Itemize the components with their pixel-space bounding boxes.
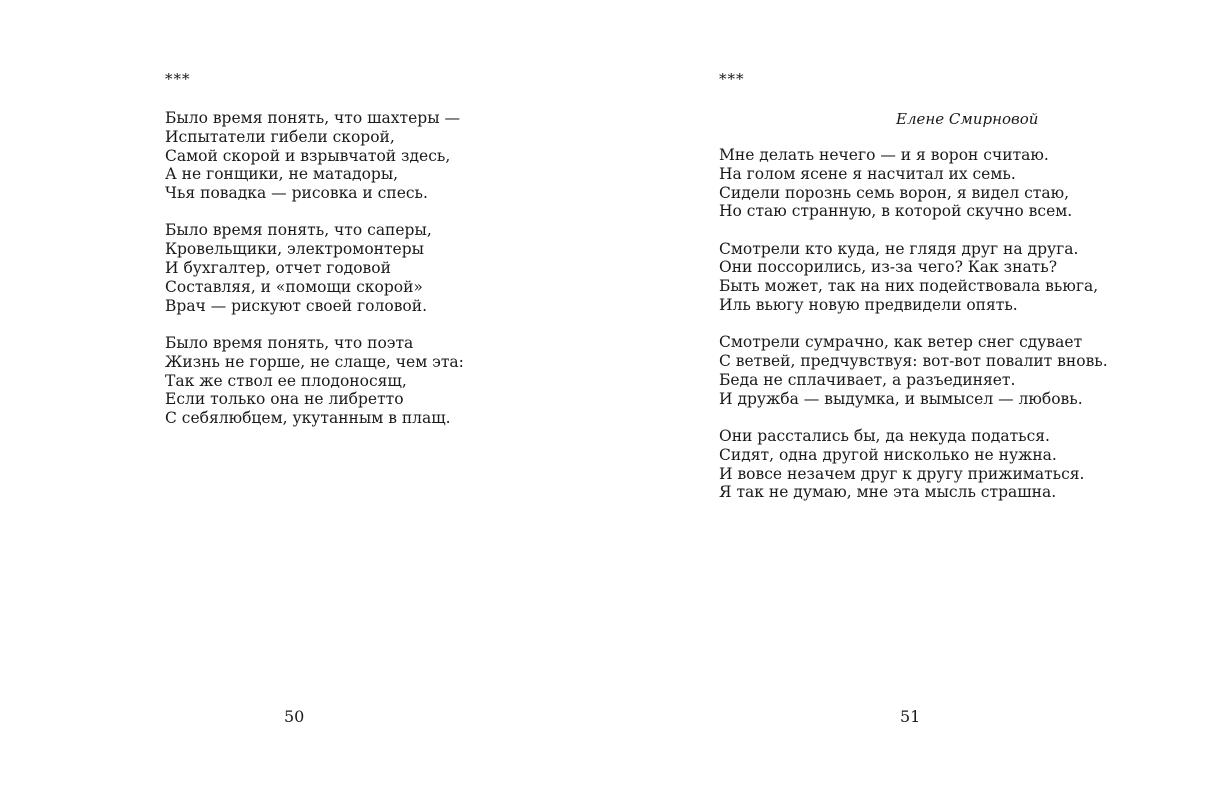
poem-line: Кровельщики, электромонтеры	[165, 240, 424, 259]
poem-ornament: ***	[165, 70, 191, 88]
poem-line: Они поссорились, из-за чего? Как знать?	[719, 258, 1058, 277]
poem-line: Чья повадка — рисовка и спесь.	[165, 184, 428, 203]
poem-line: Самой скорой и взрывчатой здесь,	[165, 146, 451, 165]
right-page	[606, 0, 1212, 800]
poem-right	[719, 146, 1108, 521]
stanza	[719, 240, 1108, 315]
poem-line: И бухгалтер, отчет годовой	[165, 259, 391, 278]
dedication: Елене Смирновой	[896, 110, 1039, 128]
poem-line: Смотрели кто куда, не глядя друг на друга.	[719, 239, 1079, 258]
poem-line: Я так не думаю, мне эта мысль страшна.	[719, 483, 1057, 502]
poem-line: Беда не сплачивает, а разъединяет.	[719, 370, 1016, 389]
poem-line: Врач — рискуют своей головой.	[165, 296, 428, 315]
poem-line: Испытатели гибели скорой,	[165, 127, 395, 146]
stanza	[719, 333, 1108, 408]
poem-line: Составляя, и «помощи скорой»	[165, 277, 423, 296]
poem-line: На голом ясене я насчитал их семь.	[719, 164, 1016, 183]
poem-line: Смотрели сумрачно, как ветер снег сдувает	[719, 333, 1083, 352]
poem-line: С себялюбцем, укутанным в плащ.	[165, 409, 451, 428]
stanza	[165, 221, 464, 315]
poem-line: Быть может, так на них подействовала вьюга,	[719, 277, 1099, 296]
poem-line: Они расстались бы, да некуда податься.	[719, 427, 1050, 446]
page-number: 51	[900, 707, 921, 726]
poem-line: И вовсе незачем друг к другу прижиматься.	[719, 464, 1085, 483]
poem-line: И дружба — выдумка, и вымысел — любовь.	[719, 389, 1083, 408]
poem-left	[165, 109, 464, 446]
poem-line: Жизнь не горше, не слаще, чем эта:	[165, 352, 464, 371]
poem-line: Было время понять, что поэта	[165, 333, 414, 352]
page-number: 50	[284, 707, 305, 726]
poem-line: Так же ствол ее плодоносящ,	[165, 371, 407, 390]
stanza	[719, 146, 1108, 221]
poem-line: Иль вьюгу новую предвидели опять.	[719, 296, 1018, 315]
stanza	[719, 427, 1108, 502]
poem-line: Мне делать нечего — и я ворон считаю.	[719, 146, 1049, 164]
poem-ornament: ***	[719, 70, 745, 88]
stanza	[165, 109, 464, 203]
poem-line: Но стаю странную, в которой скучно всем.	[719, 202, 1073, 221]
poem-line: Было время понять, что саперы,	[165, 221, 432, 240]
poem-line: Было время понять, что шахтеры —	[165, 109, 460, 127]
poem-line: Сидят, одна другой нисколько не нужна.	[719, 445, 1057, 464]
poem-line: Если только она не либретто	[165, 390, 404, 409]
poem-line: Сидели порознь семь ворон, я видел стаю,	[719, 183, 1070, 202]
poem-line: А не гонщики, не матадоры,	[165, 165, 399, 184]
stanza	[165, 334, 464, 428]
poem-line: С ветвей, предчувствуя: вот-вот повалит вновь.	[719, 352, 1108, 371]
